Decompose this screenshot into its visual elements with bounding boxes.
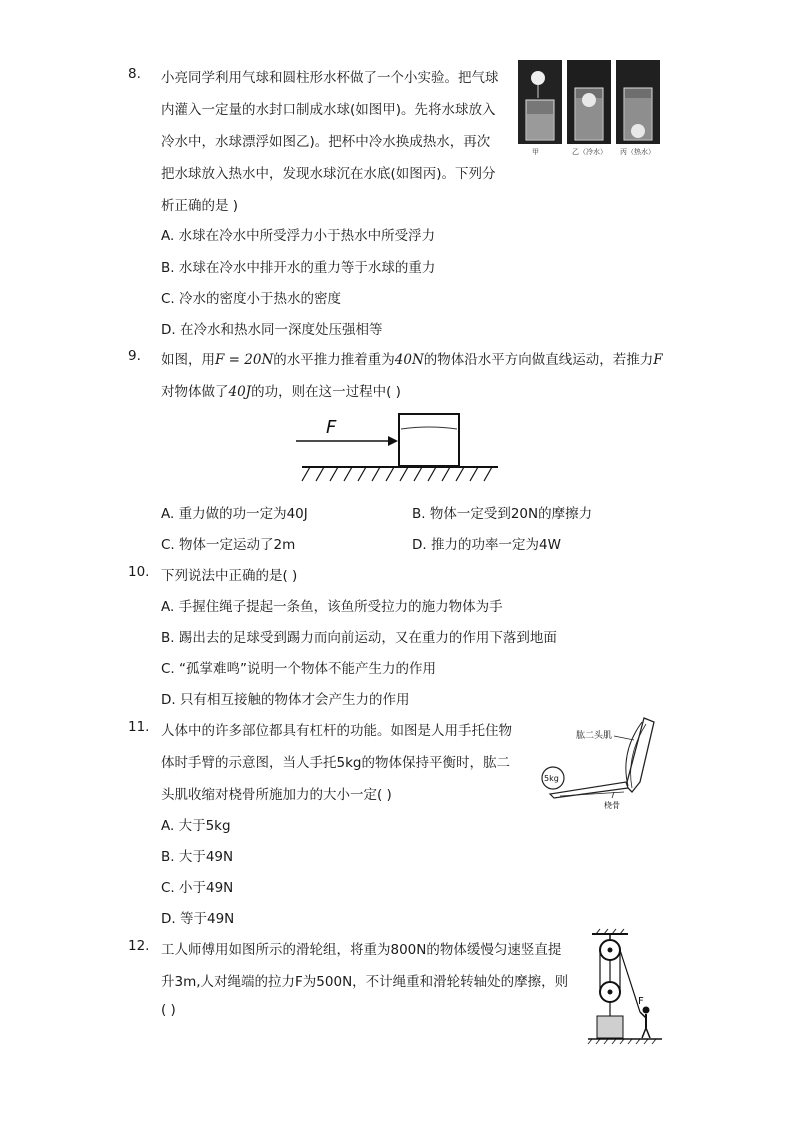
question-text-line: 如图，用F = 20N的水平推力推着重为40N的物体沿水平方向做直线运动，若推力F [161,352,663,368]
worker [643,1007,650,1014]
upper-arm [626,718,654,792]
question-text-line: 体时手臂的示意图，当人手托5kg的物体保持平衡时，肱二 [161,755,510,771]
question-text-line: 把水球放入热水中，发现水球沉在水底(如图丙)。下列分 [161,166,496,182]
option-c[interactable]: C. 物体一定运动了2m [161,537,296,553]
question-number: 11. [128,719,150,735]
option-d[interactable]: D. 只有相互接触的物体才会产生力的作用 [161,692,410,708]
pulley-figure [584,928,664,1048]
question-number: 12. [128,938,150,954]
option-a[interactable]: A. 重力做的功一定为40J [161,506,308,522]
question-text-line: 升3m,人对绳端的拉力F为500N，不计绳重和滑轮转轴处的摩擦，则 [161,974,569,990]
option-c[interactable]: C. 冷水的密度小于热水的密度 [161,291,342,307]
radius-label: 桡骨 [604,801,620,810]
figure-label-jia: 甲 [532,148,539,156]
block [399,414,459,466]
question-text-line: 内灌入一定量的水封口制成水球(如图甲)。先将水球放入 [161,102,496,118]
figure-label-bing: 丙（热水） [620,148,655,156]
option-c[interactable]: C. “孤掌难鸣”说明一个物体不能产生力的作用 [161,661,436,677]
question-text-line: 冷水中，水球漂浮如图乙)。把杯中冷水换成热水，再次 [161,134,491,150]
option-d[interactable]: D. 在冷水和热水同一深度处压强相等 [161,322,383,338]
force-label: F [326,417,337,438]
question-text-line: 人体中的许多部位都具有杠杆的功能。如图是人用手托住物 [161,723,512,739]
question-text-line: 对物体做了40J的功，则在这一过程中( ) [161,384,401,400]
question-text-line: 头肌收缩对桡骨所施加力的大小一定( ) [161,787,392,803]
load-block [597,1016,623,1038]
option-a[interactable]: A. 大于5kg [161,818,231,834]
option-b[interactable]: B. 踢出去的足球受到踢力而向前运动，又在重力的作用下落到地面 [161,630,557,646]
pull-rope [620,950,640,1012]
biceps-label: 肱二头肌 [576,731,613,741]
push-block-figure [294,405,504,493]
question-text-line: 下列说法中正确的是( ) [161,568,298,584]
question-text-line: 析正确的是 ) [161,198,239,214]
question-number: 9. [128,348,141,364]
option-b[interactable]: B. 水球在冷水中排开水的重力等于水球的重力 [161,260,436,276]
option-d[interactable]: D. 推力的功率一定为4W [412,537,561,553]
question-number: 8. [128,66,141,82]
question-text-line: 工人师傅用如图所示的滑轮组，将重为800N的物体缓慢匀速竖直提 [161,942,562,958]
figure-label-yi: 乙（冷水） [572,148,607,156]
option-a[interactable]: A. 手握住绳子提起一条鱼，该鱼所受拉力的施力物体为手 [161,599,503,615]
option-c[interactable]: C. 小于49N [161,880,234,896]
option-b[interactable]: B. 大于49N [161,849,234,865]
water-ball-photos-figure [518,58,660,158]
force-label: F [638,996,644,1007]
question-text-line: 小亮同学利用气球和圆柱形水杯做了一个小实验。把气球 [161,70,499,86]
option-d[interactable]: D. 等于49N [161,911,235,927]
arm-lever-figure [536,712,668,810]
question-number: 10. [128,564,150,580]
option-a[interactable]: A. 水球在冷水中所受浮力小于热水中所受浮力 [161,228,436,244]
question-text-line: ( ) [161,1002,176,1018]
weight-label: 5kg [544,774,559,783]
option-b[interactable]: B. 物体一定受到20N的摩擦力 [412,506,593,522]
